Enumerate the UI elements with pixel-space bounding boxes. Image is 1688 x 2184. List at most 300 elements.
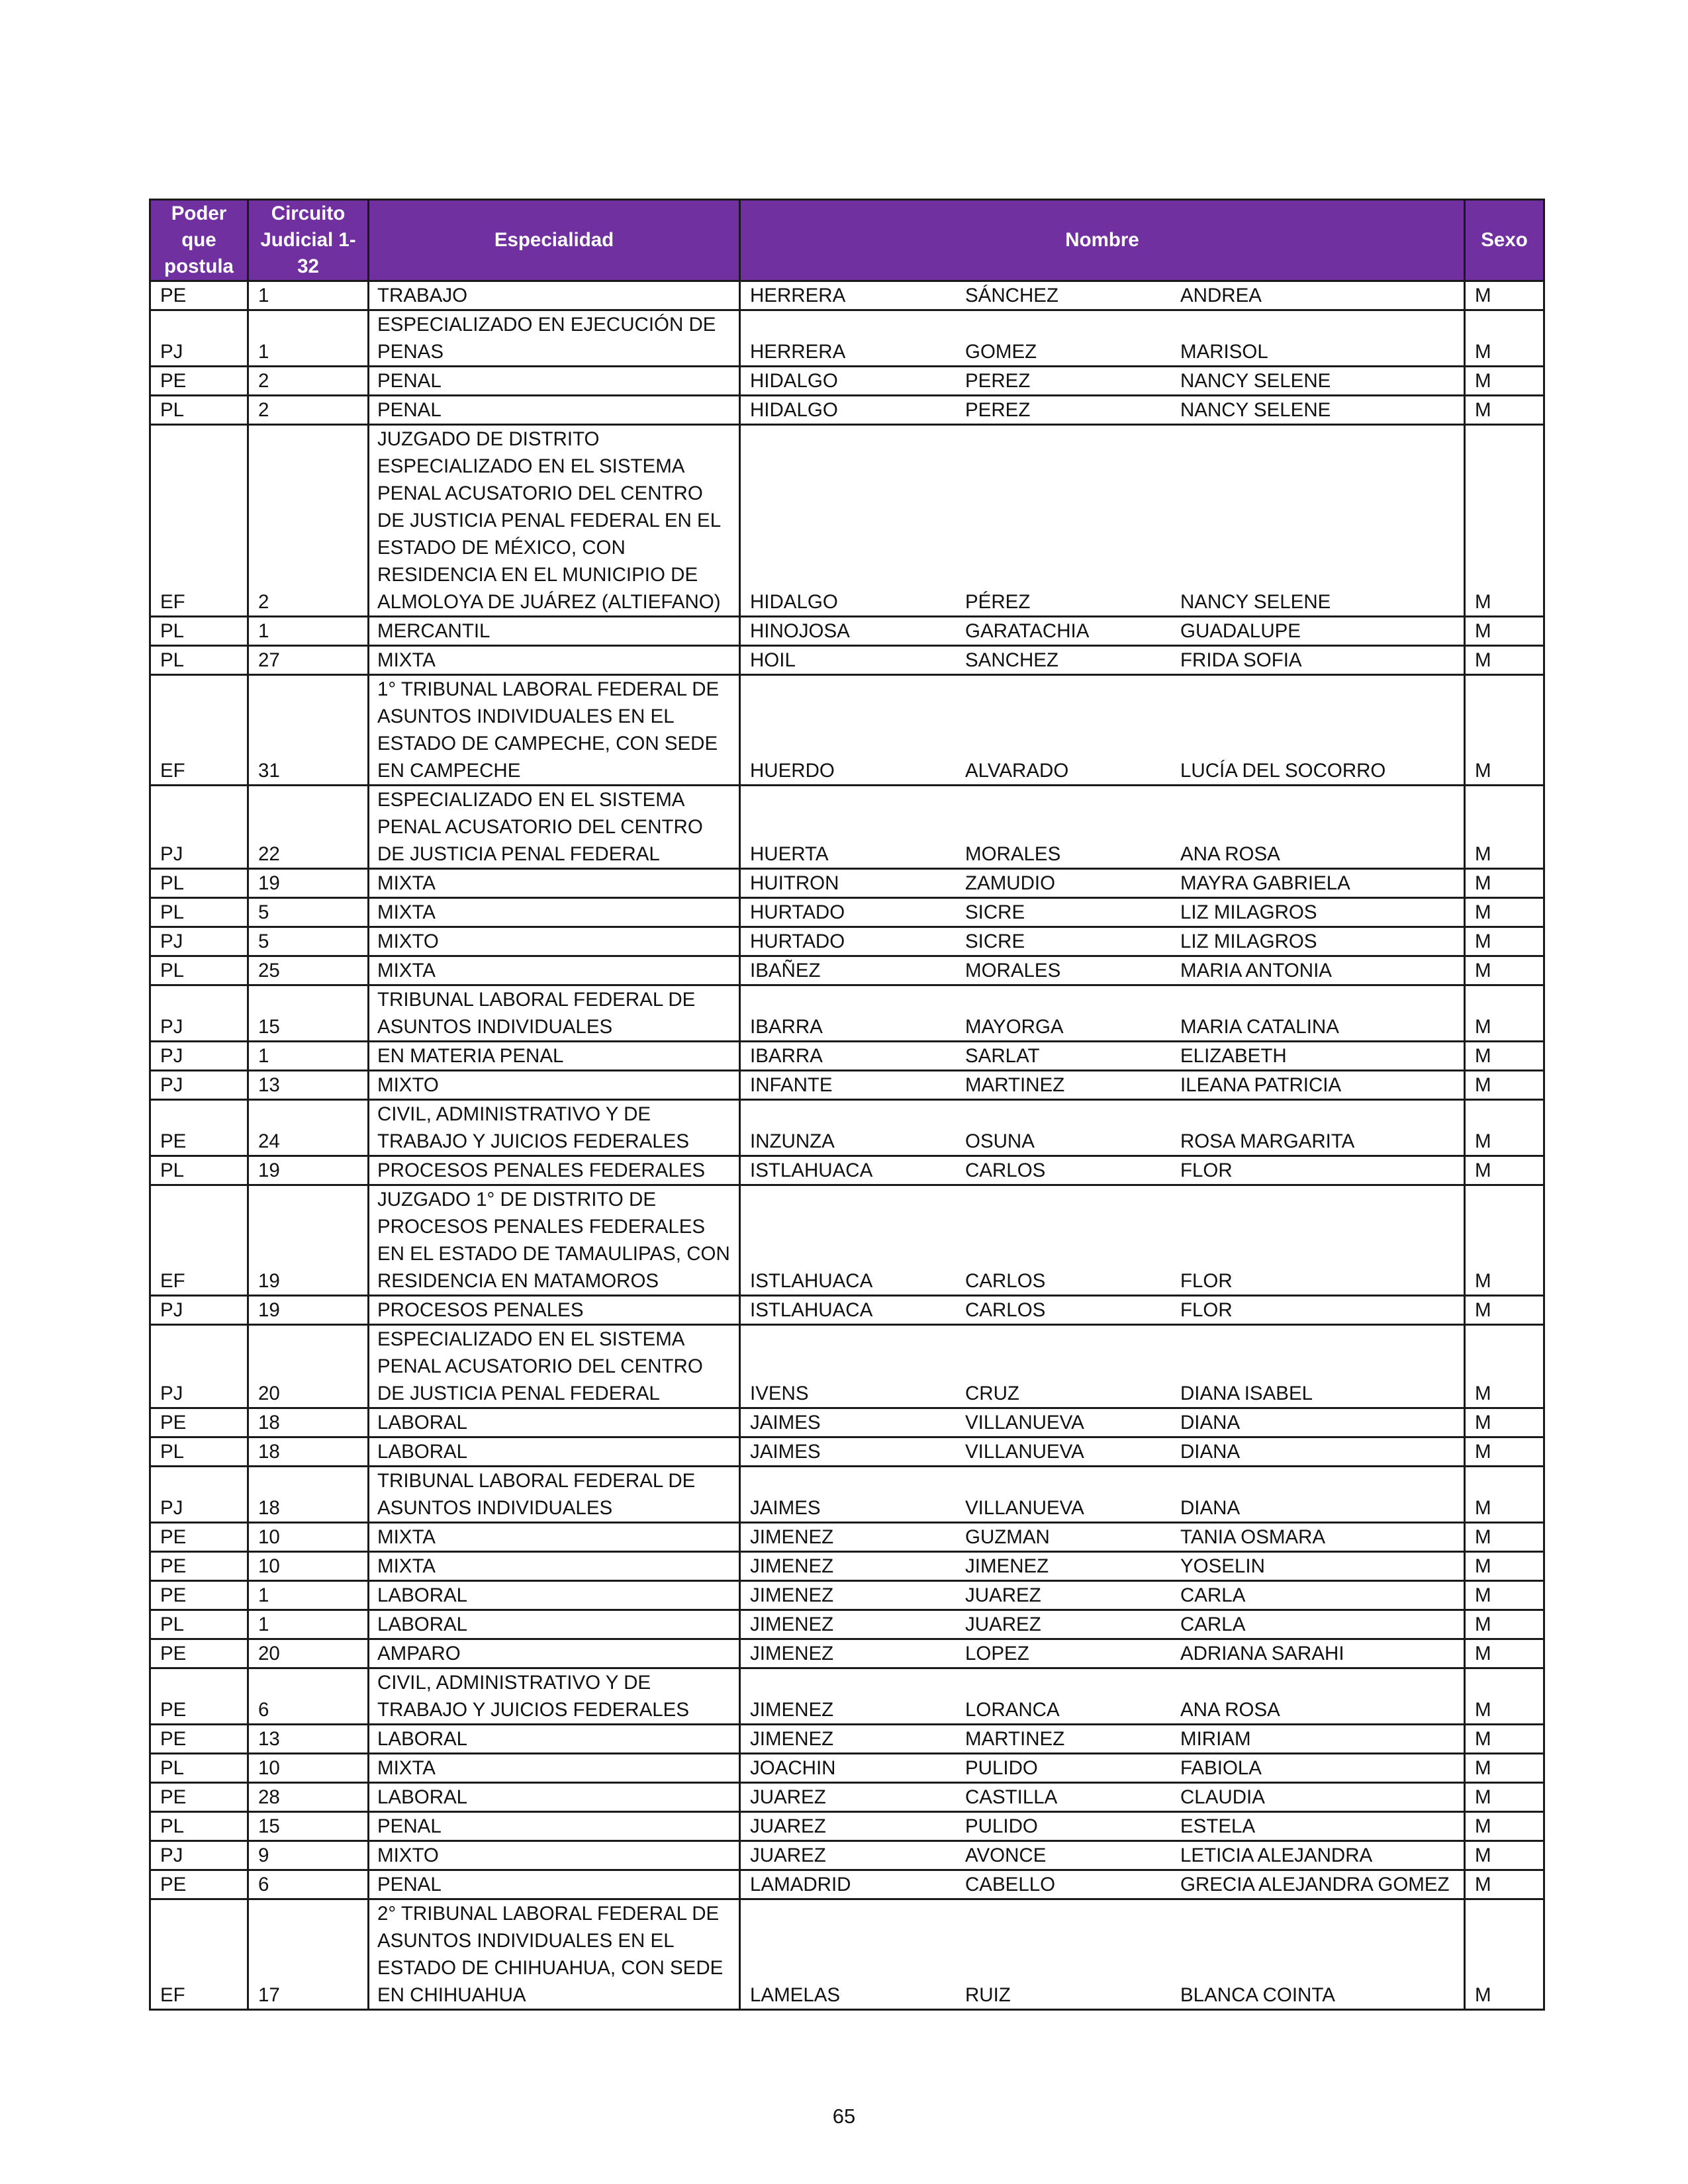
- cell-nombre: [740, 1754, 1465, 1783]
- nombres: NANCY SELENE: [1180, 399, 1331, 421]
- cell-sexo: M: [1465, 1899, 1544, 2010]
- cell-especialidad: MIXTO: [369, 1841, 740, 1870]
- cell-sexo: M: [1465, 1668, 1544, 1725]
- table-row: [150, 1100, 1544, 1156]
- name-grid: [750, 870, 1454, 897]
- cell-sexo: M: [1465, 956, 1544, 985]
- cell-poder: EF: [150, 675, 248, 786]
- name-grid: [750, 1128, 1454, 1155]
- cell-sexo: M: [1465, 425, 1544, 617]
- header-poder: Poder que postula: [150, 200, 248, 281]
- name-grid: [750, 1871, 1454, 1898]
- cell-sexo: M: [1465, 281, 1544, 310]
- cell-poder: EF: [150, 425, 248, 617]
- table-row: [150, 898, 1544, 927]
- name-grid: [750, 1071, 1454, 1099]
- nombres: DIANA ISABEL: [1180, 1383, 1313, 1404]
- table-row: [150, 1841, 1544, 1870]
- cell-nombre: [740, 1639, 1465, 1668]
- apellido-paterno: HERRERA: [750, 341, 846, 363]
- nombres: DIANA: [1180, 1412, 1241, 1433]
- cell-sexo: M: [1465, 786, 1544, 869]
- cell-sexo: M: [1465, 1523, 1544, 1552]
- apellido-paterno: IBAÑEZ: [750, 960, 821, 981]
- name-grid: [750, 928, 1454, 955]
- apellido-paterno: JUAREZ: [750, 1786, 826, 1808]
- cell-sexo: M: [1465, 1870, 1544, 1899]
- table-row: [150, 1870, 1544, 1899]
- cell-sexo: M: [1465, 1581, 1544, 1610]
- cell-poder: PE: [150, 1581, 248, 1610]
- table-row: [150, 1783, 1544, 1812]
- apellido-materno: SICRE: [965, 901, 1025, 923]
- cell-nombre: [740, 927, 1465, 956]
- apellido-materno: AVONCE: [965, 1844, 1047, 1866]
- name-grid: [750, 1297, 1454, 1324]
- cell-nombre: [740, 1899, 1465, 2010]
- apellido-materno: CABELLO: [965, 1874, 1056, 1895]
- cell-nombre: [740, 675, 1465, 786]
- cell-poder: PE: [150, 1725, 248, 1754]
- apellido-paterno: HURTADO: [750, 931, 845, 952]
- cell-nombre: [740, 1296, 1465, 1325]
- apellido-materno: MARTINEZ: [965, 1728, 1065, 1750]
- cell-nombre: [740, 646, 1465, 675]
- cell-especialidad: ESPECIALIZADO EN EL SISTEMA PENAL ACUSATORIO DEL CENTRO DE JUSTICIA PENAL FEDERAL: [369, 786, 740, 869]
- cell-especialidad: LABORAL: [369, 1408, 740, 1437]
- cell-nombre: [740, 1725, 1465, 1754]
- cell-circuito: 5: [248, 898, 369, 927]
- name-grid: [750, 1380, 1454, 1407]
- cell-sexo: M: [1465, 1812, 1544, 1841]
- name-grid: [750, 899, 1454, 926]
- nombres: MIRIAM: [1180, 1728, 1251, 1750]
- apellido-paterno: HIDALGO: [750, 370, 838, 392]
- name-grid: [750, 1696, 1454, 1723]
- table-row: [150, 675, 1544, 786]
- cell-nombre: [740, 1100, 1465, 1156]
- cell-circuito: 13: [248, 1725, 369, 1754]
- cell-sexo: M: [1465, 1552, 1544, 1581]
- cell-circuito: 15: [248, 985, 369, 1042]
- table-row: [150, 1185, 1544, 1296]
- apellido-paterno: INFANTE: [750, 1074, 833, 1096]
- cell-nombre: [740, 1610, 1465, 1639]
- cell-circuito: 25: [248, 956, 369, 985]
- cell-especialidad: AMPARO: [369, 1639, 740, 1668]
- cell-poder: PE: [150, 1870, 248, 1899]
- apellido-materno: JIMENEZ: [965, 1555, 1049, 1577]
- header-circuito: Circuito Judicial 1-32: [248, 200, 369, 281]
- cell-nombre: [740, 1325, 1465, 1408]
- cell-nombre: [740, 281, 1465, 310]
- apellido-materno: MARTINEZ: [965, 1074, 1065, 1096]
- cell-nombre: [740, 310, 1465, 367]
- cell-nombre: [740, 1783, 1465, 1812]
- cell-poder: PL: [150, 898, 248, 927]
- nombres: TANIA OSMARA: [1180, 1526, 1326, 1548]
- apellido-materno: CARLOS: [965, 1160, 1046, 1181]
- cell-sexo: M: [1465, 927, 1544, 956]
- apellido-paterno: HUITRON: [750, 872, 839, 894]
- apellido-paterno: JIMENEZ: [750, 1555, 834, 1577]
- cell-poder: PL: [150, 646, 248, 675]
- cell-nombre: [740, 367, 1465, 396]
- nombres: CARLA: [1180, 1584, 1246, 1606]
- cell-especialidad: 2° TRIBUNAL LABORAL FEDERAL DE ASUNTOS INDIVIDUALES EN EL ESTADO DE CHIHUAHUA, CON SEDE EN CHIHUAHUA: [369, 1899, 740, 2010]
- nombres: ANDREA: [1180, 285, 1262, 306]
- name-grid: [750, 1438, 1454, 1465]
- apellido-paterno: IVENS: [750, 1383, 809, 1404]
- cell-nombre: [740, 985, 1465, 1042]
- cell-circuito: 10: [248, 1552, 369, 1581]
- apellido-paterno: ISTLAHUACA: [750, 1270, 873, 1292]
- apellido-paterno: JAIMES: [750, 1441, 821, 1463]
- cell-sexo: M: [1465, 898, 1544, 927]
- cell-circuito: 1: [248, 1581, 369, 1610]
- cell-circuito: 1: [248, 617, 369, 646]
- cell-especialidad: MIXTA: [369, 956, 740, 985]
- nombres: FLOR: [1180, 1160, 1233, 1181]
- apellido-paterno: HERRERA: [750, 285, 846, 306]
- nombres: LETICIA ALEJANDRA: [1180, 1844, 1373, 1866]
- cell-poder: PL: [150, 1437, 248, 1467]
- cell-nombre: [740, 396, 1465, 425]
- apellido-paterno: JUAREZ: [750, 1844, 826, 1866]
- cell-sexo: M: [1465, 869, 1544, 898]
- cell-especialidad: EN MATERIA PENAL: [369, 1042, 740, 1071]
- name-grid: [750, 1754, 1454, 1782]
- table-row: [150, 310, 1544, 367]
- cell-nombre: [740, 1870, 1465, 1899]
- cell-sexo: M: [1465, 1467, 1544, 1523]
- cell-circuito: 24: [248, 1100, 369, 1156]
- name-grid: [750, 617, 1454, 645]
- table-row: [150, 1042, 1544, 1071]
- cell-circuito: 1: [248, 1610, 369, 1639]
- cell-sexo: M: [1465, 1296, 1544, 1325]
- apellido-materno: VILLANUEVA: [965, 1441, 1084, 1463]
- cell-circuito: 18: [248, 1408, 369, 1437]
- nombres: FLOR: [1180, 1270, 1233, 1292]
- apellido-materno: OSUNA: [965, 1130, 1035, 1152]
- cell-especialidad: PENAL: [369, 396, 740, 425]
- cell-circuito: 15: [248, 1812, 369, 1841]
- cell-nombre: [740, 1812, 1465, 1841]
- table-row: [150, 1071, 1544, 1100]
- cell-poder: PE: [150, 1552, 248, 1581]
- cell-nombre: [740, 1071, 1465, 1100]
- cell-poder: PJ: [150, 1467, 248, 1523]
- name-grid: [750, 1157, 1454, 1184]
- apellido-materno: PEREZ: [965, 370, 1031, 392]
- cell-sexo: M: [1465, 1783, 1544, 1812]
- apellido-materno: PULIDO: [965, 1757, 1038, 1779]
- apellido-materno: LOPEZ: [965, 1643, 1029, 1664]
- cell-nombre: [740, 1552, 1465, 1581]
- table-row: [150, 1523, 1544, 1552]
- header-especialidad: Especialidad: [369, 200, 740, 281]
- apellido-paterno: IBARRA: [750, 1045, 823, 1067]
- table-body: [150, 281, 1544, 2010]
- apellido-materno: VILLANUEVA: [965, 1497, 1084, 1519]
- cell-circuito: 27: [248, 646, 369, 675]
- cell-sexo: M: [1465, 1071, 1544, 1100]
- apellido-paterno: JIMENEZ: [750, 1526, 834, 1548]
- table-row: [150, 281, 1544, 310]
- cell-poder: PJ: [150, 985, 248, 1042]
- cell-poder: PJ: [150, 1841, 248, 1870]
- apellido-materno: LORANCA: [965, 1699, 1060, 1721]
- table-row: [150, 869, 1544, 898]
- apellido-materno: GARATACHIA: [965, 620, 1090, 642]
- apellido-paterno: HIDALGO: [750, 399, 838, 421]
- name-grid: [750, 1524, 1454, 1551]
- name-grid: [750, 841, 1454, 868]
- cell-especialidad: CIVIL, ADMINISTRATIVO Y DE TRABAJO Y JUICIOS FEDERALES: [369, 1668, 740, 1725]
- name-grid: [750, 1013, 1454, 1040]
- cell-especialidad: LABORAL: [369, 1783, 740, 1812]
- nombres: GUADALUPE: [1180, 620, 1301, 642]
- name-grid: [750, 338, 1454, 365]
- cell-poder: PE: [150, 281, 248, 310]
- cell-sexo: M: [1465, 310, 1544, 367]
- header-sexo: Sexo: [1465, 200, 1544, 281]
- cell-poder: PJ: [150, 1325, 248, 1408]
- table-row: [150, 1156, 1544, 1185]
- apellido-materno: SÁNCHEZ: [965, 285, 1058, 306]
- cell-sexo: M: [1465, 646, 1544, 675]
- nombres: MARIA ANTONIA: [1180, 960, 1332, 981]
- name-grid: [750, 647, 1454, 674]
- cell-poder: PL: [150, 396, 248, 425]
- name-grid: [750, 1981, 1454, 2009]
- apellido-paterno: JAIMES: [750, 1497, 821, 1519]
- cell-especialidad: MERCANTIL: [369, 617, 740, 646]
- cell-poder: PL: [150, 1156, 248, 1185]
- cell-circuito: 20: [248, 1639, 369, 1668]
- cell-poder: PJ: [150, 1296, 248, 1325]
- cell-nombre: [740, 425, 1465, 617]
- table-row: [150, 617, 1544, 646]
- table-row: [150, 1754, 1544, 1783]
- cell-especialidad: 1° TRIBUNAL LABORAL FEDERAL DE ASUNTOS INDIVIDUALES EN EL ESTADO DE CAMPECHE, CON SEDE EN CAMPECHE: [369, 675, 740, 786]
- name-grid: [750, 1409, 1454, 1436]
- cell-circuito: 17: [248, 1899, 369, 2010]
- nombres: ANA ROSA: [1180, 843, 1280, 865]
- cell-circuito: 28: [248, 1783, 369, 1812]
- cell-poder: PL: [150, 956, 248, 985]
- apellido-materno: PULIDO: [965, 1815, 1038, 1837]
- name-grid: [750, 757, 1454, 784]
- table-row: [150, 1812, 1544, 1841]
- apellido-materno: ZAMUDIO: [965, 872, 1056, 894]
- cell-poder: PL: [150, 1610, 248, 1639]
- cell-sexo: M: [1465, 1185, 1544, 1296]
- cell-poder: EF: [150, 1899, 248, 2010]
- table-row: [150, 1437, 1544, 1467]
- name-grid: [750, 367, 1454, 394]
- apellido-paterno: HURTADO: [750, 901, 845, 923]
- cell-nombre: [740, 786, 1465, 869]
- table-row: [150, 1325, 1544, 1408]
- cell-especialidad: JUZGADO 1° DE DISTRITO DE PROCESOS PENALES FEDERALES EN EL ESTADO DE TAMAULIPAS, CON RESIDENCIA EN MATAMOROS: [369, 1185, 740, 1296]
- cell-especialidad: LABORAL: [369, 1437, 740, 1467]
- cell-circuito: 6: [248, 1668, 369, 1725]
- cell-sexo: M: [1465, 396, 1544, 425]
- apellido-paterno: ISTLAHUACA: [750, 1160, 873, 1181]
- cell-nombre: [740, 898, 1465, 927]
- cell-especialidad: MIXTO: [369, 927, 740, 956]
- table-row: [150, 1610, 1544, 1639]
- apellido-paterno: ISTLAHUACA: [750, 1299, 873, 1321]
- apellido-materno: SARLAT: [965, 1045, 1040, 1067]
- apellido-materno: CARLOS: [965, 1270, 1046, 1292]
- cell-sexo: M: [1465, 367, 1544, 396]
- nombres: MARIA CATALINA: [1180, 1016, 1339, 1038]
- cell-sexo: M: [1465, 675, 1544, 786]
- cell-circuito: 19: [248, 1296, 369, 1325]
- apellido-paterno: JIMENEZ: [750, 1699, 834, 1721]
- apellido-materno: GUZMAN: [965, 1526, 1050, 1548]
- apellido-materno: MAYORGA: [965, 1016, 1064, 1038]
- table-header: [150, 200, 1544, 281]
- cell-especialidad: MIXTA: [369, 898, 740, 927]
- candidates-table: [149, 199, 1545, 2011]
- name-grid: [750, 588, 1454, 615]
- cell-especialidad: PENAL: [369, 1870, 740, 1899]
- cell-circuito: 19: [248, 869, 369, 898]
- cell-sexo: M: [1465, 1725, 1544, 1754]
- cell-sexo: M: [1465, 617, 1544, 646]
- nombres: CARLA: [1180, 1614, 1246, 1635]
- table-row: [150, 646, 1544, 675]
- cell-circuito: 19: [248, 1156, 369, 1185]
- apellido-materno: VILLANUEVA: [965, 1412, 1084, 1433]
- cell-nombre: [740, 1156, 1465, 1185]
- cell-especialidad: PROCESOS PENALES FEDERALES: [369, 1156, 740, 1185]
- apellido-paterno: JUAREZ: [750, 1815, 826, 1837]
- name-grid: [750, 1582, 1454, 1609]
- apellido-paterno: INZUNZA: [750, 1130, 835, 1152]
- cell-poder: PE: [150, 1523, 248, 1552]
- cell-circuito: 2: [248, 367, 369, 396]
- cell-poder: PJ: [150, 1042, 248, 1071]
- nombres: CLAUDIA: [1180, 1786, 1265, 1808]
- cell-circuito: 1: [248, 310, 369, 367]
- cell-especialidad: MIXTO: [369, 1071, 740, 1100]
- apellido-materno: CASTILLA: [965, 1786, 1058, 1808]
- apellido-paterno: HUERTA: [750, 843, 829, 865]
- name-grid: [750, 1267, 1454, 1295]
- cell-nombre: [740, 1668, 1465, 1725]
- cell-poder: PE: [150, 1639, 248, 1668]
- apellido-paterno: JIMENEZ: [750, 1614, 834, 1635]
- cell-nombre: [740, 617, 1465, 646]
- cell-circuito: 31: [248, 675, 369, 786]
- nombres: YOSELIN: [1180, 1555, 1265, 1577]
- table-row: [150, 1668, 1544, 1725]
- nombres: BLANCA COINTA: [1180, 1984, 1335, 2006]
- apellido-materno: MORALES: [965, 843, 1061, 865]
- apellido-materno: RUIZ: [965, 1984, 1011, 2006]
- table-row: [150, 1639, 1544, 1668]
- nombres: LUCÍA DEL SOCORRO: [1180, 760, 1386, 782]
- apellido-materno: SANCHEZ: [965, 649, 1058, 671]
- apellido-paterno: LAMADRID: [750, 1874, 851, 1895]
- name-grid: [750, 1640, 1454, 1667]
- table-row: [150, 1408, 1544, 1437]
- apellido-materno: CRUZ: [965, 1383, 1019, 1404]
- cell-circuito: 5: [248, 927, 369, 956]
- cell-especialidad: ESPECIALIZADO EN EL SISTEMA PENAL ACUSATORIO DEL CENTRO DE JUSTICIA PENAL FEDERAL: [369, 1325, 740, 1408]
- table-row: [150, 1296, 1544, 1325]
- page-number: 65: [832, 2105, 856, 2128]
- apellido-materno: GOMEZ: [965, 341, 1037, 363]
- nombres: ILEANA PATRICIA: [1180, 1074, 1342, 1096]
- cell-nombre: [740, 1523, 1465, 1552]
- cell-especialidad: MIXTA: [369, 869, 740, 898]
- cell-poder: PE: [150, 1100, 248, 1156]
- nombres: ROSA MARGARITA: [1180, 1130, 1355, 1152]
- table-row: [150, 985, 1544, 1042]
- cell-sexo: M: [1465, 1100, 1544, 1156]
- nombres: DIANA: [1180, 1441, 1241, 1463]
- apellido-materno: JUAREZ: [965, 1614, 1041, 1635]
- cell-sexo: M: [1465, 1437, 1544, 1467]
- table-row: [150, 1899, 1544, 2010]
- cell-nombre: [740, 1185, 1465, 1296]
- cell-circuito: 6: [248, 1870, 369, 1899]
- apellido-paterno: JAIMES: [750, 1412, 821, 1433]
- apellido-materno: JUAREZ: [965, 1584, 1041, 1606]
- cell-circuito: 2: [248, 396, 369, 425]
- table-row: [150, 956, 1544, 985]
- cell-especialidad: MIXTA: [369, 1523, 740, 1552]
- cell-sexo: M: [1465, 985, 1544, 1042]
- name-grid: [750, 1813, 1454, 1840]
- cell-nombre: [740, 956, 1465, 985]
- apellido-paterno: JOACHIN: [750, 1757, 836, 1779]
- cell-circuito: 1: [248, 281, 369, 310]
- cell-poder: EF: [150, 1185, 248, 1296]
- table-row: [150, 1725, 1544, 1754]
- cell-circuito: 13: [248, 1071, 369, 1100]
- nombres: DIANA: [1180, 1497, 1241, 1519]
- cell-especialidad: MIXTA: [369, 1552, 740, 1581]
- cell-especialidad: CIVIL, ADMINISTRATIVO Y DE TRABAJO Y JUICIOS FEDERALES: [369, 1100, 740, 1156]
- cell-sexo: M: [1465, 1325, 1544, 1408]
- cell-circuito: 19: [248, 1185, 369, 1296]
- nombres: ADRIANA SARAHI: [1180, 1643, 1344, 1664]
- cell-poder: PL: [150, 617, 248, 646]
- apellido-paterno: HOIL: [750, 649, 796, 671]
- nombres: MAYRA GABRIELA: [1180, 872, 1350, 894]
- nombres: ELIZABETH: [1180, 1045, 1287, 1067]
- table-row: [150, 425, 1544, 617]
- cell-sexo: M: [1465, 1841, 1544, 1870]
- nombres: LIZ MILAGROS: [1180, 901, 1317, 923]
- cell-especialidad: TRIBUNAL LABORAL FEDERAL DE ASUNTOS INDIVIDUALES: [369, 985, 740, 1042]
- nombres: MARISOL: [1180, 341, 1268, 363]
- cell-circuito: 1: [248, 1042, 369, 1071]
- apellido-paterno: LAMELAS: [750, 1984, 841, 2006]
- cell-poder: PL: [150, 1754, 248, 1783]
- table-row: [150, 1467, 1544, 1523]
- name-grid: [750, 957, 1454, 984]
- table-row: [150, 367, 1544, 396]
- apellido-materno: SICRE: [965, 931, 1025, 952]
